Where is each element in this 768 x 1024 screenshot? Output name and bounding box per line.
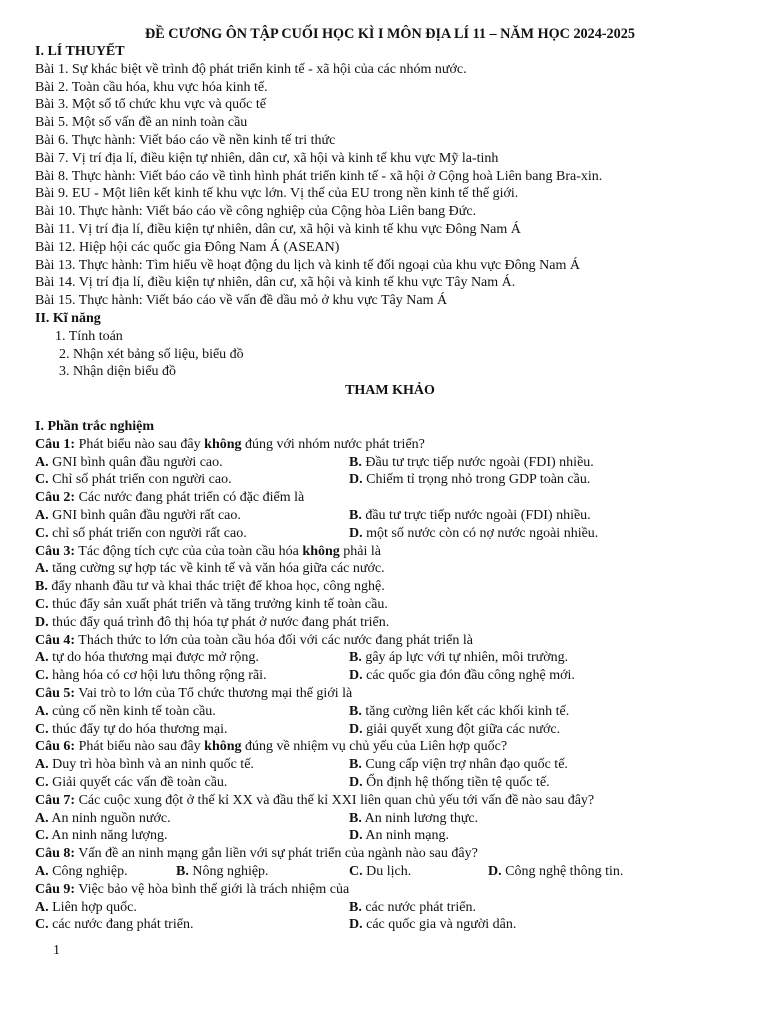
option-b: B. Cung cấp viện trợ nhân đạo quốc tế. [349,757,568,773]
question-7-options-cd [35,827,750,845]
question-7: Câu 7: Các cuộc xung đột ở thế kỉ XX và đầu thế kỉ XXI liên quan chủ yếu tới vấn đề nào sau đây? [35,792,595,808]
option-a: A. Liên hợp quốc. [35,899,137,915]
option-d: D. các quốc gia đón đầu công nghệ mới. [349,668,575,684]
question-9: Câu 9: Việc bảo vệ hòa bình thế giới là trách nhiệm của [35,881,350,897]
option-b: B. Đầu tư trực tiếp nước ngoài (FDI) nhiều. [349,454,594,470]
theory-item: Bài 9. EU - Một liên kết kinh tế khu vực lớn. Vị thế của EU trong nền kinh tế thế giới. [35,186,519,202]
option-d: D. một số nước còn có nợ nước ngoài nhiều. [349,525,599,541]
option-c: C. Chỉ số phát triển con người cao. [35,472,232,488]
option-a: A. củng cố nền kinh tế toàn cầu. [35,703,216,719]
option-a: A. tự do hóa thương mại được mở rộng. [35,650,259,666]
theory-item: Bài 1. Sự khác biệt về trình độ phát triển kinh tế - xã hội của các nhóm nước. [35,61,467,77]
question-2-options-cd [35,525,750,543]
question-5-options-cd [35,721,750,739]
theory-item: Bài 6. Thực hành: Viết báo cáo về nền kinh tế tri thức [35,132,336,148]
question-4: Câu 4: Thách thức to lớn của toàn cầu hóa đối với các nước đang phát triển là [35,632,473,648]
theory-item: Bài 10. Thực hành: Viết báo cáo về công nghiệp của Cộng hòa Liên bang Đức. [35,204,477,220]
question-5: Câu 5: Vai trò to lớn của Tổ chức thương mại thế giới là [35,685,353,701]
option-b: B. đầu tư trực tiếp nước ngoài (FDI) nhiều. [349,507,591,523]
document-title: ĐỀ CƯƠNG ÔN TẬP CUỐI HỌC KÌ I MÔN ĐỊA LÍ 11 – NĂM HỌC 2024-2025 [145,26,635,42]
theory-item: Bài 3. Một số tổ chức khu vực và quốc tế [35,97,266,113]
theory-item: Bài 14. Vị trí địa lí, điều kiện tự nhiên, dân cư, xã hội và kinh tế khu vực Tây Nam Á. [35,275,516,291]
option-a: A. An ninh nguồn nước. [35,810,171,826]
option-c: C. Du lịch. [349,863,412,879]
theory-section [35,43,750,381]
option-a: A. GNI bình quân đầu người cao. [35,454,223,470]
option-d: D. Ổn định hệ thống tiền tệ quốc tế. [349,774,550,790]
option-c: C. thúc đẩy sản xuất phát triển và tăng trưởng kinh tế toàn cầu. [35,596,388,612]
theory-item: Bài 13. Thực hành: Tìm hiểu về hoạt động du lịch và kinh tế đối ngoại của khu vực Đông Nam Á [35,257,581,273]
question-8-options [35,863,750,881]
question-9-options-cd [35,916,750,934]
option-c: C. hàng hóa có cơ hội lưu thông rộng rãi. [35,668,267,684]
theory-item: Bài 8. Thực hành: Viết báo cáo về tình hình phát triển kinh tế - xã hội ở Cộng hoà Liên bang Bra-xin. [35,168,603,184]
option-b: B. các nước phát triển. [349,899,476,915]
question-2-options-ab [35,507,750,525]
theory-item: Bài 11. Vị trí địa lí, điều kiện tự nhiên, dân cư, xã hội và kinh tế khu vực Đông Nam Á [35,221,521,237]
theory-item: Bài 12. Hiệp hội các quốc gia Đông Nam Á (ASEAN) [35,239,340,255]
option-b: B. An ninh lương thực. [349,810,479,826]
question-7-options-ab [35,810,750,828]
question-6-options-ab [35,756,750,774]
theory-item: Bài 7. Vị trí địa lí, điều kiện tự nhiên, dân cư, xã hội và kinh tế khu vực Mỹ la-tinh [35,150,499,166]
question-4-options-cd [35,667,750,685]
mcq-section [35,418,750,934]
question-8: Câu 8: Vấn đề an ninh mạng gắn liền với sự phát triển của ngành nào sau đây? [35,846,478,862]
option-c: C. thúc đẩy tự do hóa thương mại. [35,721,228,737]
mcq-heading: I. Phần trắc nghiệm [35,419,154,434]
option-c: C. Giải quyết các vấn đề toàn cầu. [35,774,228,790]
option-d: D. Công nghệ thông tin. [488,863,624,879]
theory-item: Bài 15. Thực hành: Viết báo cáo về vấn đề dầu mỏ ở khu vực Tây Nam Á [35,293,448,309]
theory-item: Bài 5. Một số vấn đề an ninh toàn cầu [35,115,248,131]
option-d: D. An ninh mạng. [349,828,449,844]
option-a: A. Duy trì hòa bình và an ninh quốc tế. [35,757,254,773]
skills-heading: II. Kĩ năng [35,310,101,326]
question-9-options-ab [35,899,750,917]
option-a: A. GNI bình quân đầu người rất cao. [35,507,241,523]
question-1: Câu 1: Phát biểu nào sau đây không đúng với nhóm nước phát triển? [35,436,425,452]
option-d: D. Chiếm tỉ trọng nhỏ trong GDP toàn cầu. [349,472,591,488]
question-5-options-ab [35,703,750,721]
question-6: Câu 6: Phát biểu nào sau đây không đúng về nhiệm vụ chủ yếu của Liên hợp quốc? [35,739,508,755]
option-d: D. thúc đẩy quá trình đô thị hóa tự phát ở nước đang phát triển. [35,614,390,630]
question-6-options-cd [35,774,750,792]
option-b: B. tăng cường liên kết các khối kinh tế. [349,703,570,719]
theory-item: Bài 2. Toàn cầu hóa, khu vực hóa kinh tế. [35,79,268,95]
skills-item: 3. Nhận diện biểu đồ [59,364,177,380]
skills-item: 1. Tính toán [55,328,123,344]
option-a: A. Công nghiệp. [35,863,128,879]
question-1-options-cd [35,471,750,489]
question-2: Câu 2: Các nước đang phát triển có đặc điểm là [35,490,305,506]
option-c: C. các nước đang phát triển. [35,917,194,933]
option-b: B. gây áp lực với tự nhiên, môi trường. [349,650,569,666]
option-b: B. Nông nghiệp. [176,863,269,879]
option-a: A. tăng cường sự hợp tác về kinh tế và văn hóa giữa các nước. [35,561,385,577]
option-b: B. đẩy nhanh đầu tư và khai thác triệt để khoa học, công nghệ. [35,579,385,595]
question-4-options-ab [35,649,750,667]
option-d: D. các quốc gia và người dân. [349,917,517,933]
theory-heading: I. LÍ THUYẾT [35,44,125,59]
skills-item: 2. Nhận xét bảng số liệu, biểu đồ [59,346,244,362]
page-number: 1 [53,943,60,958]
option-c: C. chỉ số phát triển con người rất cao. [35,525,247,541]
question-1-options-ab [35,454,750,472]
option-d: D. giải quyết xung đột giữa các nước. [349,721,561,737]
question-3: Câu 3: Tác động tích cực của của toàn cầu hóa không phải là [35,543,381,559]
reference-heading: THAM KHẢO [345,383,435,398]
option-c: C. An ninh năng lượng. [35,828,168,844]
